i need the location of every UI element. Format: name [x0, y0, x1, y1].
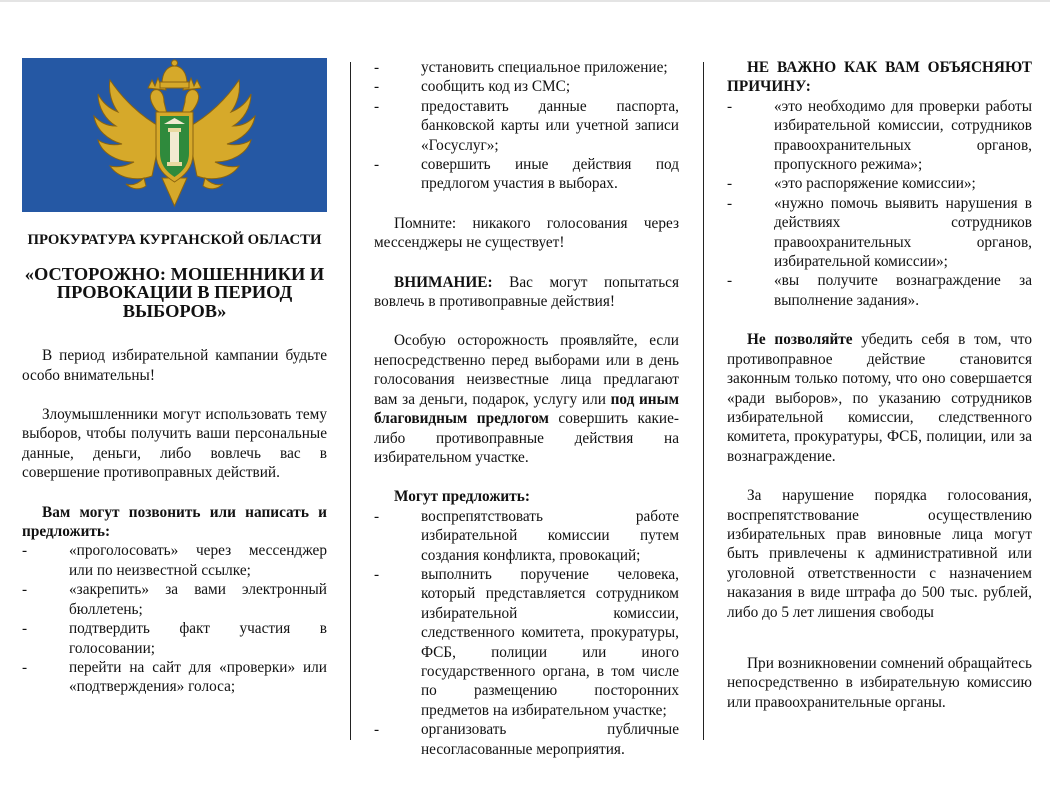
top-border — [0, 0, 1050, 2]
remember-paragraph: Помните: никакого голосования через мессенджеры не существует! — [374, 214, 679, 252]
caution-paragraph: Особую осторожность проявляйте, если непосредственно перед выборами или в день голосования неизвестные лица предлагают вам за деньги, подарок, услугу или под иным благовидным предлогом совершить какие-либо противоправные действия на избирательном участке. — [374, 332, 679, 466]
list-item: - организовать публичные несогласованные мероприятия. — [374, 721, 679, 758]
headline: «ОСТОРОЖНО: МОШЕННИКИ И ПРОВОКАЦИИ В ПЕРИОД ВЫБОРОВ» — [24, 264, 325, 321]
column-left — [22, 58, 327, 697]
contact-advice-paragraph: При возникновении сомнений обращайтесь непосредственно в избирательную комиссию или правоохранительные органы. — [727, 654, 1032, 711]
contact-heading: Вам могут позвонить или написать и предложить: — [22, 503, 327, 541]
list-item: - сообщить код из СМС; — [374, 78, 571, 96]
reason-heading: НЕ ВАЖНО КАК ВАМ ОБЪЯСНЯЮТ ПРИЧИНУ: — [727, 59, 1032, 96]
list-item: - воспрепятствовать работе избирательной комиссии путем создания конфликта, провокаций; — [374, 507, 679, 564]
column-divider-right — [703, 62, 704, 740]
list-item: - «закрепить» за вами электронный бюллетень; — [22, 581, 327, 618]
list-item: - перейти на сайт для «проверки» или «подтверждения» голоса; — [22, 658, 327, 696]
column-middle — [374, 58, 679, 759]
penalty-paragraph: За нарушение порядка голосования, воспрепятствование осуществлению избирательных прав виновные лица могут быть привлечены к административной или уголовной ответственности с назначением наказания в виде штрафа до 500 тыс. рублей, либо до 5 лет лишения свободы — [727, 487, 1032, 621]
list-item: - «вы получите вознаграждение за выполнение задания». — [727, 272, 1032, 309]
list-item: - установить специальное приложение; — [374, 59, 668, 76]
prosecutor-emblem — [22, 58, 327, 212]
list-item: - «нужно помочь выявить нарушения в действиях сотрудников правоохранительных органов, избирательной комиссии»; — [727, 194, 1032, 271]
attention-paragraph: ВНИМАНИЕ: Вас могут попытаться вовлечь в противоправные действия! — [374, 273, 679, 311]
intro-paragraph: В период избирательной кампании будьте особо внимательны! — [22, 347, 327, 384]
list-item: - предоставить данные паспорта, банковской карты или учетной записи «Госуслуг»; — [374, 97, 679, 154]
double-headed-eagle-icon — [22, 58, 327, 212]
column-divider-left — [350, 62, 351, 740]
org-title: ПРОКУРАТУРА КУРГАНСКОЙ ОБЛАСТИ — [27, 232, 322, 248]
warning-paragraph: Злоумышленники могут использовать тему выборов, чтобы получить ваши персональные данные, деньги, либо вовлечь вас в совершение противоправных действий. — [22, 406, 327, 482]
list-item: - «это распоряжение комиссии»; — [727, 175, 976, 193]
list-item: - «это необходимо для проверки работы избирательной комиссии, сотрудников правоохранительных органов, пропускного режима»; — [727, 97, 1032, 174]
list-item: - «проголосовать» через мессенджер или по неизвестной ссылке; — [22, 542, 327, 579]
offer-heading: Могут предложить: — [394, 488, 530, 506]
list-item: - подтвердить факт участия в голосовании; — [22, 620, 327, 657]
column-right — [727, 58, 1032, 712]
dont-allow-paragraph: Не позволяйте убедить себя в том, что противоправное действие становится законным только потому, что оно совершается «ради выборов», по указанию сотрудников избирательной комиссии, следственного комитета, прокуратуры, ФСБ, полиции, или за вознаграждение. — [727, 331, 1032, 465]
list-item: - выполнить поручение человека, который представляется сотрудником избирательной комиссии, следственного комитета, прокуратуры, ФСБ, полиции или иного государственного органа, в том числе по размещению посторонних предметов на избирательном участке; — [374, 565, 679, 719]
list-item: - совершить иные действия под предлогом участия в выборах. — [374, 156, 679, 193]
